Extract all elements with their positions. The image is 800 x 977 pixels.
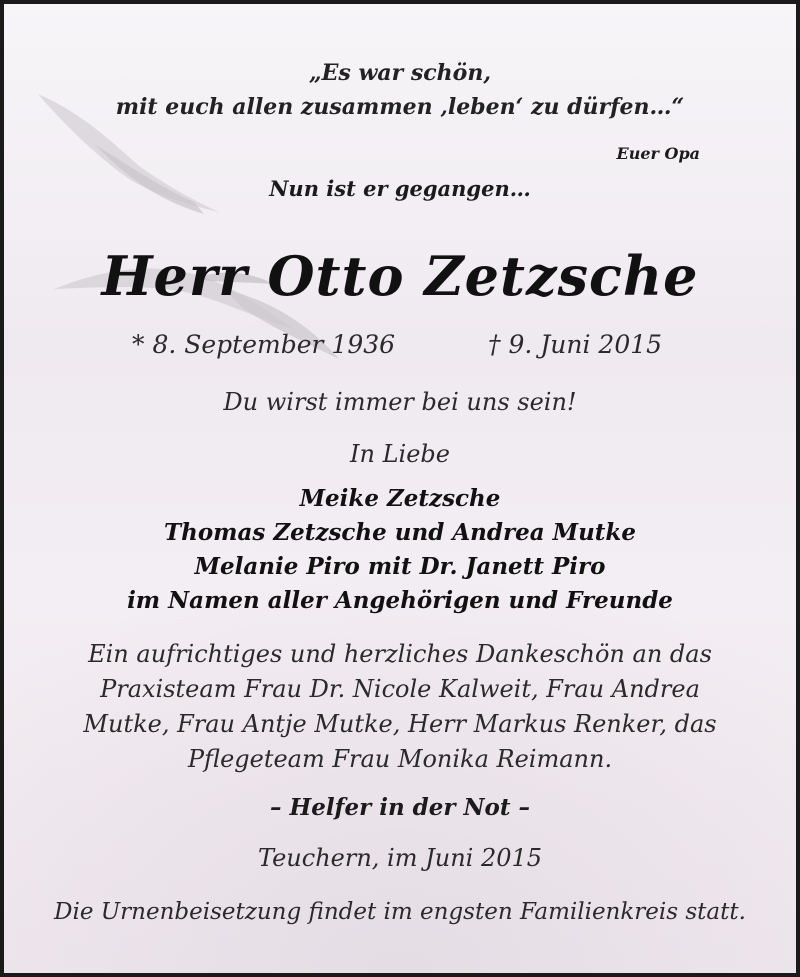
mourner-line: Thomas Zetzsche und Andrea Mutke bbox=[163, 519, 637, 546]
intro-text: Nun ist er gegangen… bbox=[269, 176, 531, 201]
mourners-list bbox=[4, 482, 796, 618]
quote bbox=[4, 56, 796, 124]
place-date: Teuchern, im Juni 2015 bbox=[257, 844, 543, 872]
thanks-line: Pflegeteam Frau Monika Reimann. bbox=[187, 745, 613, 773]
death-date: † 9. Juni 2015 bbox=[488, 330, 663, 359]
deceased-name: Herr Otto Zetzsche bbox=[101, 244, 699, 308]
mourner-line: im Namen aller Angehörigen und Freunde bbox=[127, 587, 673, 614]
thanks-paragraph bbox=[4, 637, 796, 777]
quote-signature: Euer Opa bbox=[616, 144, 700, 163]
thanks-line: Ein aufrichtiges und herzliches Dankeschön an das bbox=[88, 640, 712, 668]
thanks-line: Mutke, Frau Antje Mutke, Herr Markus Renker, das bbox=[83, 710, 717, 738]
birth-date: * 8. September 1936 bbox=[132, 330, 396, 359]
in-love-label: In Liebe bbox=[350, 440, 450, 468]
quote-line-1: „Es war schön, bbox=[308, 60, 491, 86]
motto: Du wirst immer bei uns sein! bbox=[223, 388, 577, 416]
helper-note: – Helfer in der Not – bbox=[269, 794, 531, 821]
mourner-line: Meike Zetzsche bbox=[299, 485, 501, 512]
mourner-line: Melanie Piro mit Dr. Janett Piro bbox=[194, 553, 606, 580]
burial-note: Die Urnenbeisetzung findet im engsten Familienkreis statt. bbox=[54, 899, 746, 925]
quote-line-2: mit euch allen zusammen ‚leben‘ zu dürfen…“ bbox=[115, 94, 685, 120]
thanks-line: Praxisteam Frau Dr. Nicole Kalweit, Frau Andrea bbox=[100, 675, 700, 703]
